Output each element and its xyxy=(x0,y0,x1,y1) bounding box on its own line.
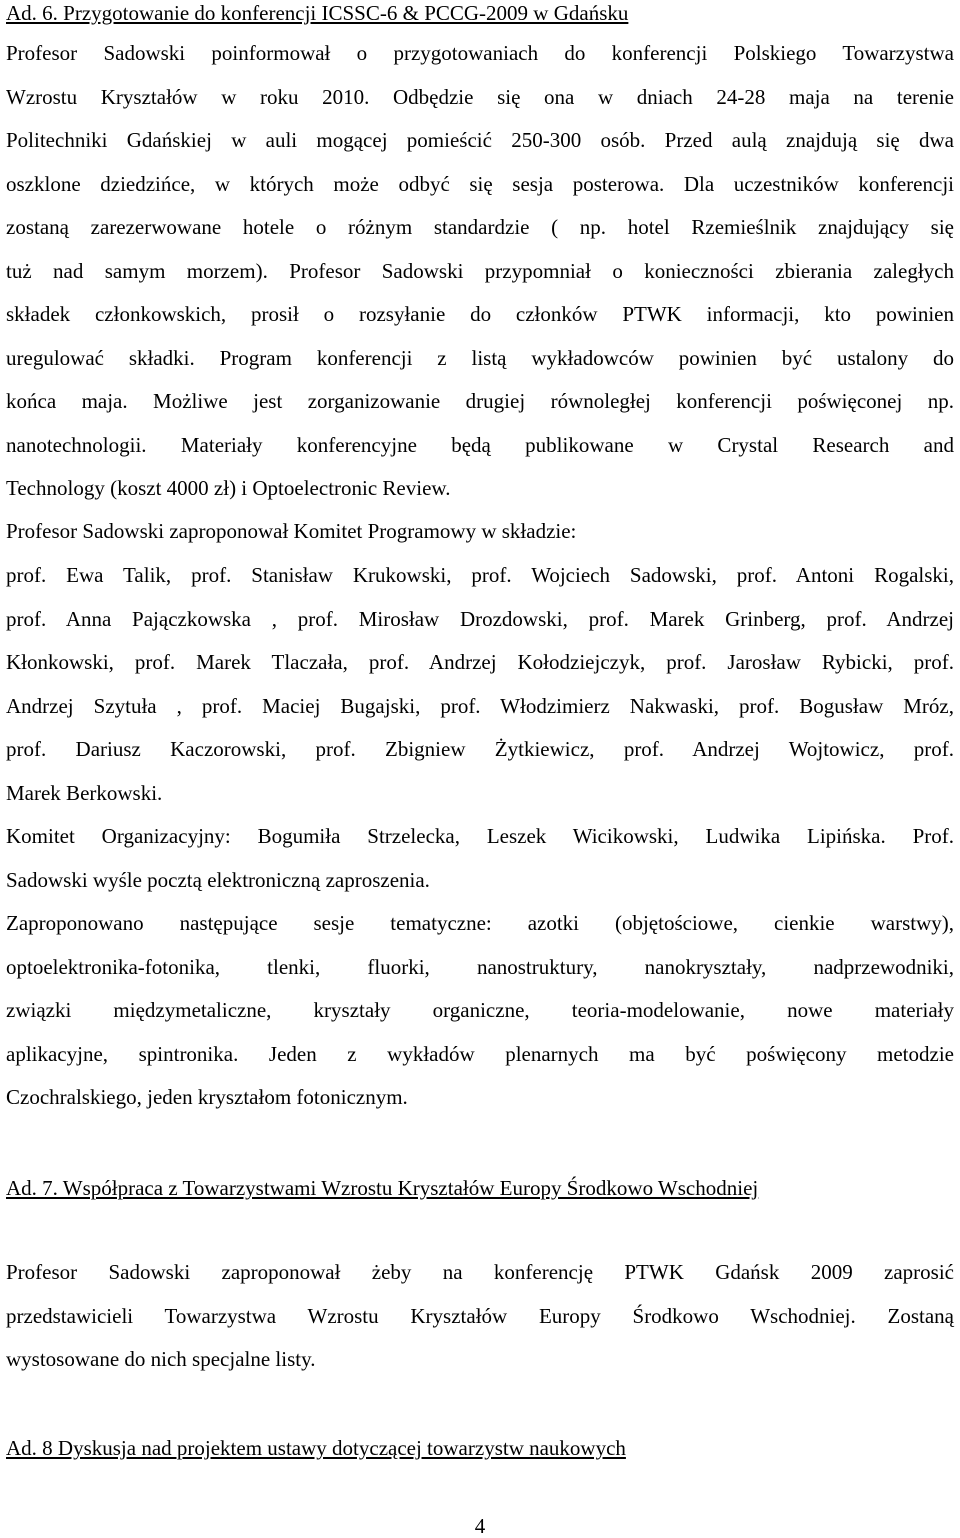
text-line: uregulować składki. Program konferencji z listą wykładowców powinien być ustalony do xyxy=(6,345,954,370)
text-line: prof. Dariusz Kaczorowski, prof. Zbigniew Żytkiewicz, prof. Andrzej Wojtowicz, prof. xyxy=(6,737,954,761)
text-line: Andrzej Szytuła , prof. Maciej Bugajski, prof. Włodzimierz Nakwaski, prof. Bogusław Mróz, xyxy=(6,693,954,718)
paragraph-organizing-committee xyxy=(6,815,954,902)
text-line: prof. Ewa Talik, prof. Stanisław Krukowski, prof. Wojciech Sadowski, prof. Antoni Rogalski, xyxy=(6,563,954,587)
text-line: prof. Anna Pajączkowska , prof. Mirosław Drozdowski, prof. Marek Grinberg, prof. Andrzej xyxy=(6,606,954,631)
text-line: optoelektronika-fotonika, tlenki, fluorki, nanostruktury, nanokryształy, nadprzewodniki, xyxy=(6,954,954,979)
text-line: Profesor Sadowski zaproponował żeby na konferencję PTWK Gdańsk 2009 zaprosić xyxy=(6,1260,954,1284)
text-line: oszklone dziedzińce, w których może odbyć się sesja posterowa. Dla uczestników konferencji xyxy=(6,171,954,196)
text-line: Zaproponowano następujące sesje tematyczne: azotki (objętościowe, cienkie warstwy), xyxy=(6,911,954,935)
text-line: Sadowski wyśle pocztą elektroniczną zaproszenia. xyxy=(6,867,430,892)
paragraph-cooperation xyxy=(6,1251,954,1382)
text-line: Kłonkowski, prof. Marek Tlaczała, prof. Andrzej Kołodziejczyk, prof. Jarosław Rybicki, prof. xyxy=(6,650,954,674)
text-line: związki międzymetaliczne, kryształy organiczne, teoria-modelowanie, nowe materiały xyxy=(6,998,954,1022)
text-line: wystosowane do nich specjalne listy. xyxy=(6,1347,316,1371)
page-number: 4 xyxy=(474,1514,486,1538)
paragraph-program-committee-members xyxy=(6,554,954,815)
section-heading-ad-8: Ad. 8 Dyskusja nad projektem ustawy dotyczącej towarzystw naukowych xyxy=(6,1436,626,1460)
text-line: Technology (koszt 4000 zł) i Optoelectronic Review. xyxy=(6,476,451,500)
text-line: Wzrostu Kryształów w roku 2010. Odbędzie się ona w dniach 24-28 maja na terenie xyxy=(6,84,954,109)
paragraph-thematic-sessions xyxy=(6,902,954,1120)
text-line: tuż nad samym morzem). Profesor Sadowski przypomniał o konieczności zbierania zaległych xyxy=(6,258,954,283)
paragraph-program-committee-intro xyxy=(6,510,954,554)
text-line: Marek Berkowski. xyxy=(6,780,163,805)
text-line: składek członkowskich, prosił o rozsyłanie do członków PTWK informacji, kto powinien xyxy=(6,302,954,326)
text-line: Czochralskiego, jeden kryształom fotonicznym. xyxy=(6,1085,408,1109)
text-line: przedstawicieli Towarzystwa Wzrostu Kryształów Europy Środkowo Wschodniej. Zostaną xyxy=(6,1303,954,1328)
text-line: Profesor Sadowski zaproponował Komitet Programowy w składzie: xyxy=(6,519,577,543)
text-line: Komitet Organizacyjny: Bogumiła Strzelecka, Leszek Wicikowski, Ludwika Lipińska. Prof. xyxy=(6,824,954,848)
text-line: Profesor Sadowski poinformował o przygotowaniach do konferencji Polskiego Towarzystwa xyxy=(6,41,954,65)
paragraph-conference-preparation xyxy=(6,32,954,511)
text-line: Politechniki Gdańskiej w auli mogącej pomieścić 250-300 osób. Przed aulą znajdują się dwa xyxy=(6,128,954,152)
text-line: aplikacyjne, spintronika. Jeden z wykładów plenarnych ma być poświęcony metodzie xyxy=(6,1041,954,1066)
section-heading-ad-6: Ad. 6. Przygotowanie do konferencji ICSSC-6 & PCCG-2009 w Gdańsku xyxy=(6,1,629,25)
text-line: końca maja. Możliwe jest zorganizowanie drugiej równoległej konferencji poświęconej np. xyxy=(6,389,954,413)
text-line: zostaną zarezerwowane hotele o różnym standardzie ( np. hotel Rzemieślnik znajdujący się xyxy=(6,215,954,239)
text-line: nanotechnologii. Materiały konferencyjne będą publikowane w Crystal Research and xyxy=(6,432,954,457)
section-heading-ad-7: Ad. 7. Współpraca z Towarzystwami Wzrostu Kryształów Europy Środkowo Wschodniej xyxy=(6,1176,759,1200)
